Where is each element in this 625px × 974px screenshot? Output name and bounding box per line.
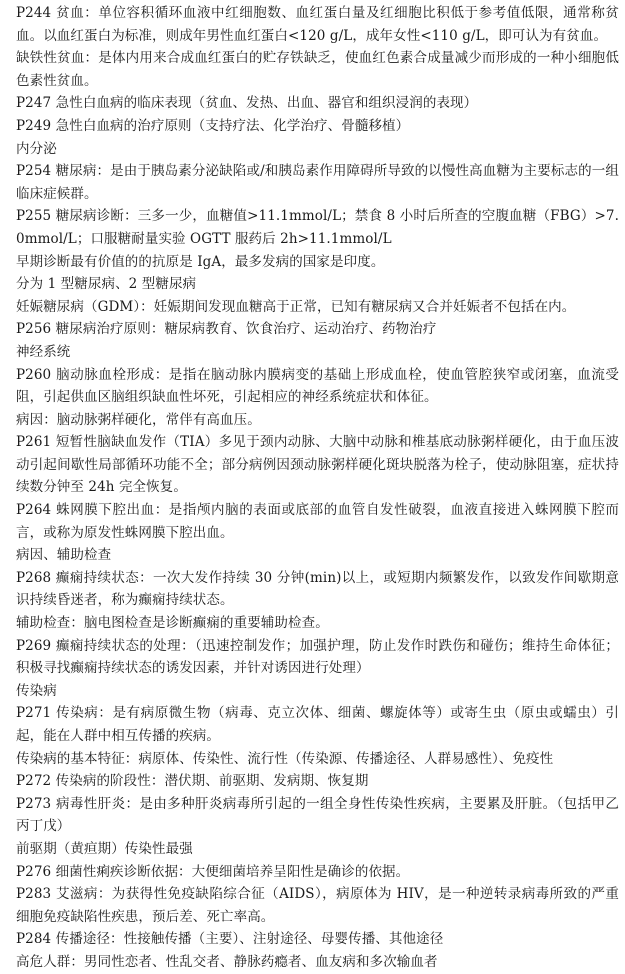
paragraph-high-risk-groups: 高危人群：男同性恋者、性乱交者、静脉药瘾者、血友病和多次输血者 xyxy=(16,953,438,970)
paragraph-prodromal-stage: 前驱期（黄疸期）传染性最强 xyxy=(16,840,193,857)
paragraph-p260-cerebral-thrombosis: P260 脑动脉血栓形成：是指在脑动脉内膜病变的基础上形成血栓，使血管腔狭窄或闭塞，血流受阻，引起供血区脑组织缺血性坏死，引起相应的神经系统症状和体征。 xyxy=(16,366,619,406)
paragraph-p249-leukemia-treatment: P249 急性白血病的治疗原则（支持疗法、化学治疗、骨髓移植） xyxy=(16,117,410,134)
paragraph-p264-subarachnoid-hemorrhage: P264 蛛网膜下腔出血：是指颅内脑的表面或底部的血管自发性破裂，血液直接进入蛛网膜下腔而言，或称为原发性蛛网膜下腔出血。 xyxy=(16,502,619,541)
paragraph-auxiliary-exam-eeg: 辅助检查：脑电图检查是诊断癫痫的重要辅助检查。 xyxy=(16,615,329,632)
paragraph-p269-status-epilepticus-treatment: P269 癫痫持续状态的处理：（迅速控制发作；加强护理，防止发作时跌伤和碰伤；维持生命体征；积极寻找癫痫持续状态的诱发因素，并针对诱因进行处理） xyxy=(16,637,619,677)
paragraph-p255-diabetes-diagnosis: P255 糖尿病诊断：三多一少，血糖值>11.1mmol/L；禁食 8 小时后所查的空腹血糖（FBG）>7.0mmol/L；口服糖耐量实验 OGTT 服药后 2h>11.1mmol/L xyxy=(16,208,619,247)
paragraph-p271-infectious-disease: P271 传染病：是有病原微生物（病毒、克立次体、细菌、螺旋体等）或寄生虫（原虫或蠕虫）引起，能在人群中相互传播的疾病。 xyxy=(16,705,619,744)
paragraph-p283-aids: P283 艾滋病：为获得性免疫缺陷综合征（AIDS），病原体为 HIV，是一种逆转录病毒所致的严重细胞免疫缺陷性疾患，预后差、死亡率高。 xyxy=(16,886,619,925)
paragraph-p244-anemia: P244 贫血：单位容积循环血液中红细胞数、血红蛋白量及红细胞比积低于参考值低限，通常称贫血。以血红蛋白为标准，则成年男性血红蛋白<120 g/L，成年女性<110 g/L，即可认为有贫血。 xyxy=(16,5,619,44)
paragraph-p276-bacillary-dysentery: P276 细菌性痢疾诊断依据：大便细菌培养呈阳性是确诊的依据。 xyxy=(16,863,410,880)
paragraph-p254-diabetes: P254 糖尿病：是由于胰岛素分泌缺陷或/和胰岛素作用障碍所导致的以慢性高血糖为主要标志的一组临床症候群。 xyxy=(16,163,619,202)
paragraph-gestational-diabetes: 妊娠糖尿病（GDM）：妊娠期间发现血糖高于正常，已知有糖尿病又合并妊娠者不包括在内。 xyxy=(16,298,576,315)
paragraph-p261-tia: P261 短暂性脑缺血发作（TIA）多见于颈内动脉、大脑中动脉和椎基底动脉粥样硬化，由于血压波动引起间歇性局部循环功能不全；部分病例因颈动脉粥样硬化斑块脱落为栓子，使动脉阻塞，症状持续数分钟至 24h 完全恢复。 xyxy=(16,434,619,496)
section-heading-infectious-diseases: 传染病 xyxy=(16,682,57,699)
paragraph-p256-diabetes-treatment: P256 糖尿病治疗原则：糖尿病教育、饮食治疗、运动治疗、药物治疗 xyxy=(16,321,437,338)
paragraph-p273-viral-hepatitis: P273 病毒性肝炎：是由多种肝炎病毒所引起的一组全身性传染性疾病，主要累及肝脏。（包括甲乙丙丁戊） xyxy=(16,795,619,835)
paragraph-iron-deficiency-anemia: 缺铁性贫血：是体内用来合成血红蛋白的贮存铁缺乏，使血红色素合成量减少而形成的一种小细胞低色素性贫血。 xyxy=(16,50,619,89)
paragraph-p247-leukemia-manifestations: P247 急性白血病的临床表现（贫血、发热、出血、器官和组织浸润的表现） xyxy=(16,95,478,112)
section-heading-endocrine: 内分泌 xyxy=(16,140,57,157)
paragraph-p284-transmission-routes: P284 传播途径：性接触传播（主要）、注射途径、母婴传播、其他途径 xyxy=(16,931,444,948)
paragraph-infectious-disease-features: 传染病的基本特征：病原体、传染性、流行性（传染源、传播途径、人群易感性）、免疫性 xyxy=(16,750,554,767)
paragraph-etiology-atherosclerosis: 病因：脑动脉粥样硬化，常伴有高血压。 xyxy=(16,411,261,428)
paragraph-early-diagnosis-antigen: 早期诊断最有价值的的抗原是 IgA，最多发病的国家是印度。 xyxy=(16,253,385,270)
paragraph-p268-status-epilepticus: P268 癫痫持续状态：一次大发作持续 30 分钟(min)以上，或短期内频繁发作，以致发作间歇期意识持续昏迷者，称为癫痫持续状态。 xyxy=(16,569,619,609)
paragraph-p272-infection-stages: P272 传染病的阶段性：潜伏期、前驱期、发病期、恢复期 xyxy=(16,773,369,790)
section-heading-etiology-auxiliary-exam: 病因、辅助检查 xyxy=(16,547,112,564)
paragraph-diabetes-types: 分为 1 型糖尿病、2 型糖尿病 xyxy=(16,276,197,293)
section-heading-nervous-system: 神经系统 xyxy=(16,343,71,360)
